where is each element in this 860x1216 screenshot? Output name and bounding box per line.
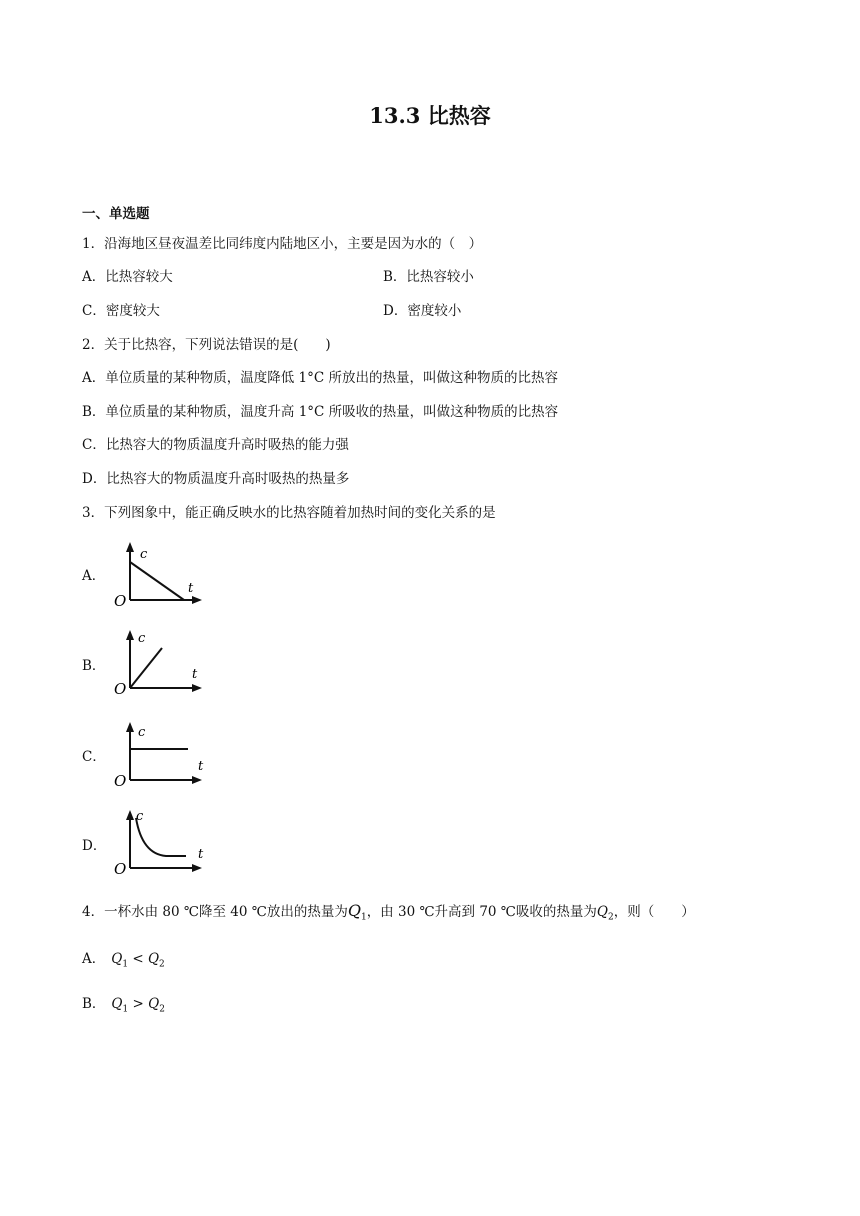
question-3-option-d-label: D．: [82, 838, 107, 854]
axis-c-label: c: [138, 725, 146, 740]
axis-t-label: t: [198, 759, 204, 774]
question-4-stem-part3: ，则（ ）: [613, 904, 695, 920]
question-2-stem: 2．关于比热容，下列说法错误的是( ): [82, 337, 331, 353]
graph-d: [112, 808, 212, 878]
question-1-option-d: D．密度较小: [383, 303, 462, 319]
question-2-option-a: A．单位质量的某种物质，温度降低 1°C 所放出的热量，叫做这种物质的比热容: [82, 370, 558, 386]
question-2-option-d: D．比热容大的物质温度升高时吸热的热量多: [82, 471, 350, 487]
axis-t-label: t: [198, 847, 204, 862]
axis-c-label: c: [136, 809, 144, 824]
origin-label: O: [114, 860, 127, 878]
question-3-option-c-label: C．: [82, 749, 106, 765]
question-1-stem: 1．沿海地区昼夜温差比同纬度内陆地区小，主要是因为水的（ ）: [82, 236, 483, 252]
page-title: 13.3 比热容: [369, 103, 491, 128]
question-1-option-a: A．比热容较大: [82, 269, 173, 285]
question-2-option-b: B．单位质量的某种物质，温度升高 1°C 所吸收的热量，叫做这种物质的比热容: [82, 404, 559, 420]
axis-t-label: t: [188, 581, 194, 596]
question-4-stem: [82, 900, 695, 923]
question-1-option-c: C．密度较大: [82, 303, 160, 319]
question-1-option-b: B．比热容较小: [383, 269, 474, 285]
section-heading: 一、单选题: [82, 206, 150, 222]
question-4-option-a: A． $Q_1 < Q_2$: [82, 951, 165, 970]
axis-t-label: t: [192, 667, 198, 682]
origin-label: O: [114, 772, 127, 790]
question-2-option-c: C．比热容大的物质温度升高时吸热的能力强: [82, 437, 349, 453]
q1-symbol: $Q_1$: [347, 901, 367, 923]
question-3-option-b-label: B．: [82, 658, 106, 674]
question-4-option-b: B． $Q_1 > Q_2$: [82, 996, 165, 1015]
question-4-stem-part2: ，由 30 ℃升高到 70 ℃吸收的热量为: [366, 904, 597, 920]
axis-c-label: c: [138, 631, 146, 646]
question-3-option-a-label: A．: [82, 568, 106, 584]
q2-symbol: $Q_2$: [596, 904, 614, 923]
question-3-stem: 3．下列图象中，能正确反映水的比热容随着加热时间的变化关系的是: [82, 505, 496, 521]
origin-label: O: [114, 592, 127, 610]
graph-c: [112, 720, 212, 790]
graph-b: [112, 628, 212, 698]
origin-label: O: [114, 680, 127, 698]
question-4-stem-part1: 4．一杯水由 80 ℃降至 40 ℃放出的热量为: [82, 904, 348, 920]
axis-c-label: c: [140, 547, 148, 562]
graph-a: [112, 540, 212, 610]
